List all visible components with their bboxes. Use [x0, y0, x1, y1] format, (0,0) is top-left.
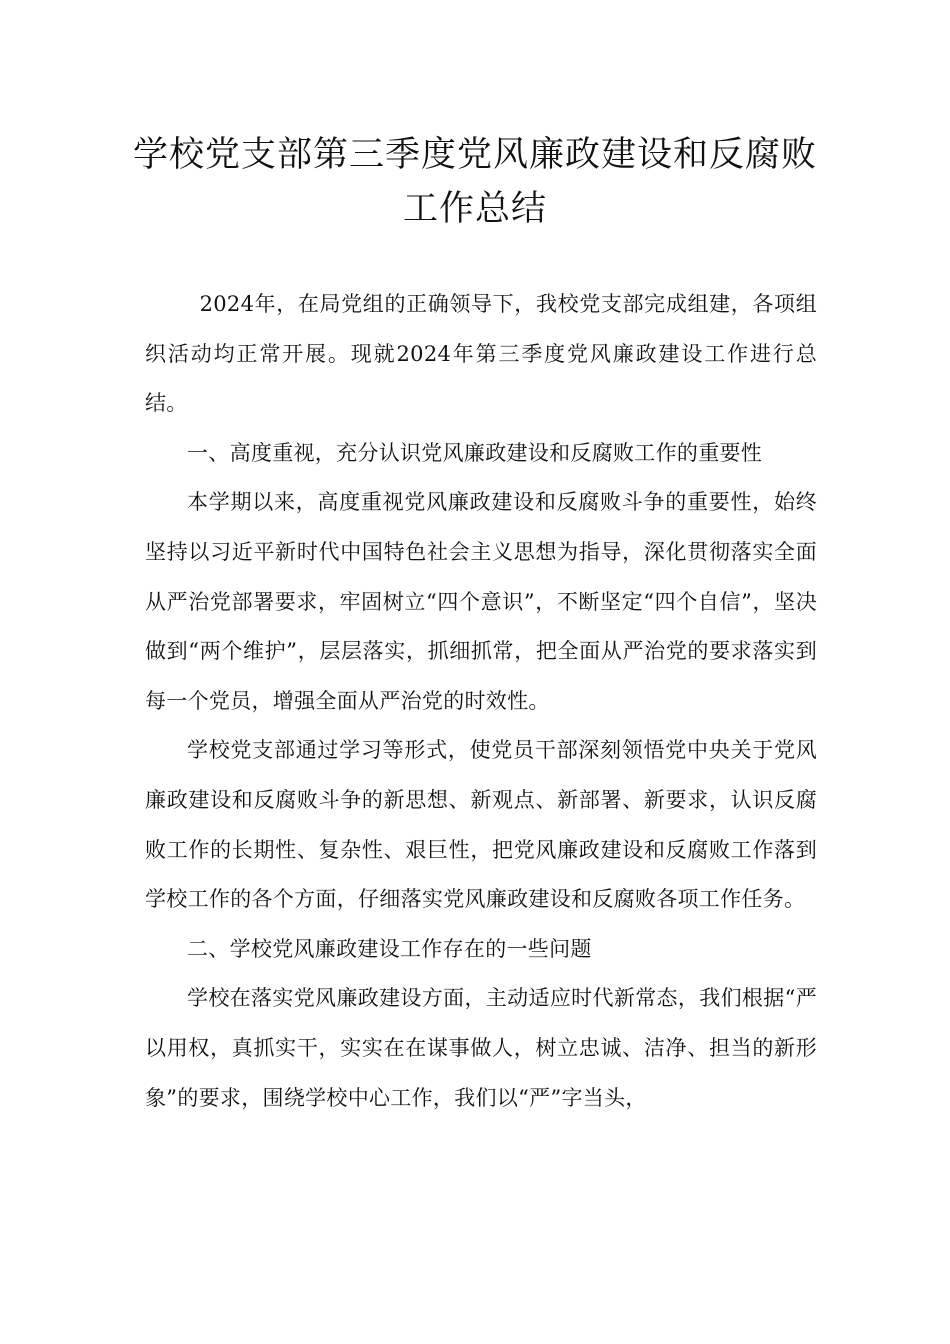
document-body — [145, 280, 817, 1123]
document-title: 学校党支部第三季度党风廉政建设和反腐败工作总结 — [132, 135, 817, 229]
section-heading-1: 一、高度重视，充分认识党风廉政建设和反腐败工作的重要性 — [187, 440, 763, 465]
paragraph-intro: 2024年，在局党组的正确领导下，我校党支部完成组建，各项组织活动均正常开展。现就2024年第三季度党风廉政建设工作进行总结。 — [145, 292, 817, 416]
paragraph: 学校党支部通过学习等形式，使党员干部深刻领悟党中央关于党风廉政建设和反腐败斗争的新思想、新观点、新部署、新要求，认识反腐败工作的长期性、复杂性、艰巨性，把党风廉政建设和反腐败工作落到学校工作的各个方面，仔细落实党风廉政建设和反腐败各项工作任务。 — [145, 738, 817, 912]
paragraph: 本学期以来，高度重视党风廉政建设和反腐败斗争的重要性，始终坚持以习近平新时代中国特色社会主义思想为指导，深化贯彻落实全面从严治党部署要求，牢固树立“四个意识”，不断坚定“四个自信”，坚决做到“两个维护”，层层落实，抓细抓常，把全面从严治党的要求落实到每一个党员，增强全面从严治党的时效性。 — [145, 490, 817, 713]
section-heading-2: 二、学校党风廉政建设工作存在的一些问题 — [187, 936, 592, 961]
paragraph: 学校在落实党风廉政建设方面，主动适应时代新常态，我们根据“严以用权，真抓实干，实实在在谋事做人，树立忠诚、洁净、担当的新形象”的要求，围绕学校中心工作，我们以“严”字当头， — [145, 986, 817, 1110]
